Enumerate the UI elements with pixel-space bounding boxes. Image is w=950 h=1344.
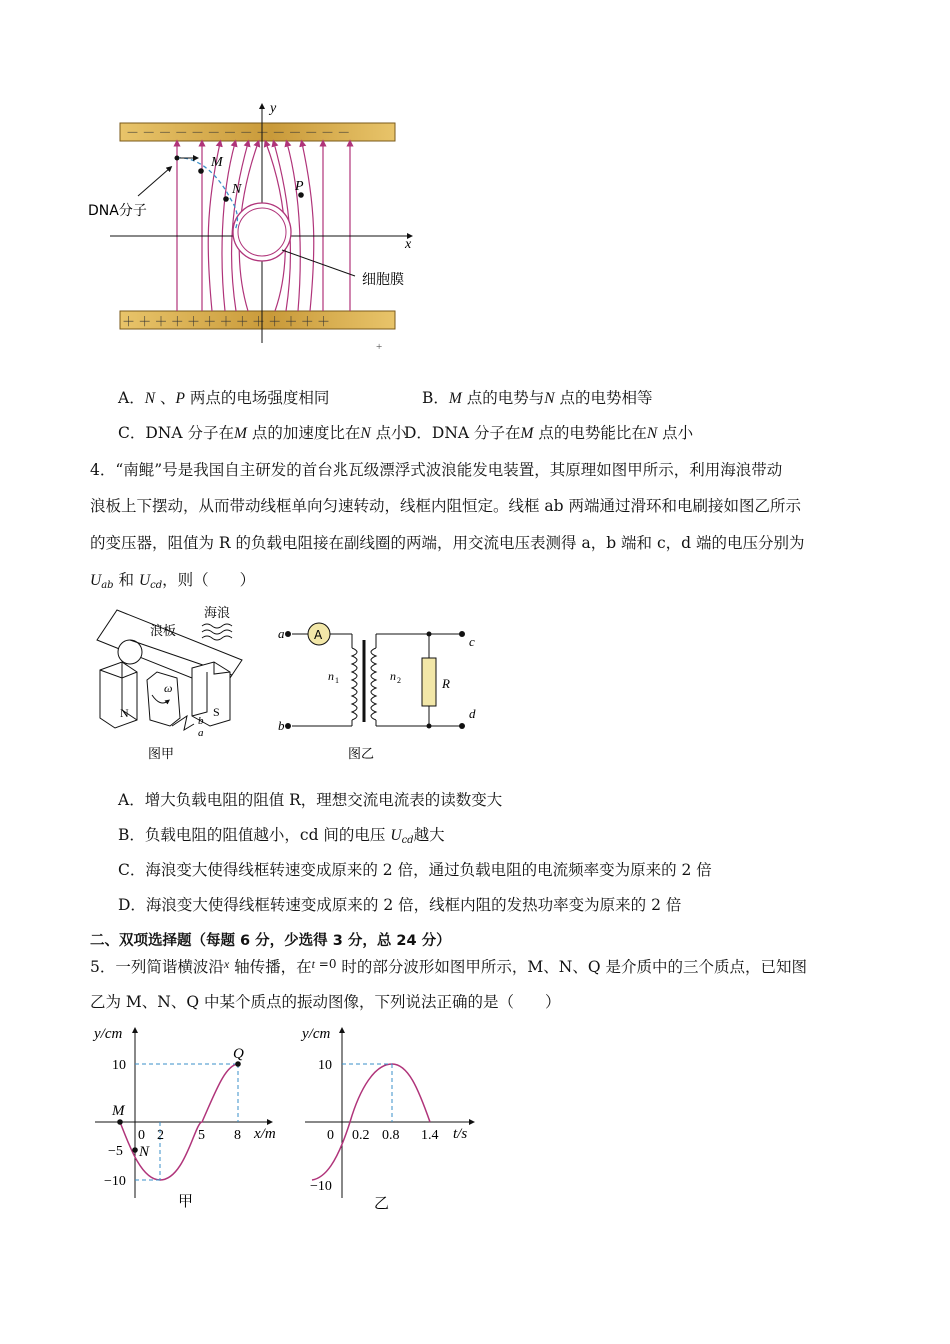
svg-text:N: N xyxy=(120,706,129,720)
membrane-label: 细胞膜 xyxy=(362,272,404,288)
dna-trajectory xyxy=(177,158,237,230)
q4-option-d: D．海浪变大使得线框转速变成原来的 2 倍，线框内阻的发热功率变为原来的 2 倍 xyxy=(118,896,682,914)
point-N-label: N xyxy=(232,182,242,197)
q3-option-c: C．DNA 分子在M 点的加速度比在N 点小 xyxy=(118,424,407,442)
svg-text:浪板: 浪板 xyxy=(150,624,177,639)
svg-text:10: 10 xyxy=(112,1058,126,1073)
svg-text:0.8: 0.8 xyxy=(382,1128,400,1143)
vibration-graph-yi xyxy=(300,1018,480,1218)
svg-text:0: 0 xyxy=(138,1128,145,1143)
svg-text:10: 10 xyxy=(318,1058,332,1073)
svg-text:n: n xyxy=(328,669,334,683)
svg-text:Q: Q xyxy=(233,1046,244,1062)
svg-text:S: S xyxy=(213,705,220,719)
svg-text:d: d xyxy=(469,706,476,721)
svg-text:x/m: x/m xyxy=(254,1126,276,1142)
svg-text:2: 2 xyxy=(157,1128,164,1143)
q4-line-3: 的变压器，阻值为 R 的负载电阻接在副线圈的两端，用交流电压表测得 a，b 端和 c，d 端的电压分别为 xyxy=(90,534,805,552)
q4-option-a: A．增大负载电阻的阻值 R，理想交流电流表的读数变大 xyxy=(118,791,503,809)
stray-plus: + xyxy=(376,341,383,353)
wave-jia-caption: 甲 xyxy=(178,1192,194,1210)
wave-yi-caption: 乙 xyxy=(374,1194,390,1212)
svg-text:c: c xyxy=(469,634,475,649)
svg-text:A: A xyxy=(314,628,323,642)
svg-text:0: 0 xyxy=(327,1128,334,1143)
svg-text:0.2: 0.2 xyxy=(352,1128,370,1143)
y-axis-label: y xyxy=(270,101,277,116)
q5-line-1: 5．一列简谐横波沿$^x$ 轴传播，在$^t$ $^{=0}$ 时的部分波形如图甲所示，M、N、Q 是介质中的三个质点，已知图 xyxy=(90,957,807,976)
svg-text:b: b xyxy=(278,718,285,733)
resistor-r xyxy=(422,658,436,706)
svg-text:b: b xyxy=(198,715,204,727)
q4-option-b: B．负载电阻的阻值越小，cd 间的电压 $U_{cd}$越大 xyxy=(118,826,445,846)
svg-text:−5: −5 xyxy=(108,1144,123,1159)
q4-option-c: C．海浪变大使得线框转速变成原来的 2 倍，通过负载电阻的电流频率变为原来的 2 倍 xyxy=(118,861,712,879)
q3-option-a: A．N 、P 两点的电场强度相同 xyxy=(118,389,330,407)
svg-text:a: a xyxy=(278,626,285,641)
q3-option-d: D．DNA 分子在M 点的电势能比在N 点小 xyxy=(404,424,694,442)
q3-option-b: B．M 点的电势与N 点的电势相等 xyxy=(422,389,653,407)
transformer-figure xyxy=(272,618,492,766)
q4-line-4: $U_{ab}$ 和 $U_{cd}$，则（ ） xyxy=(90,571,256,591)
q4-line-1: 4．“南鲲”号是我国自主研发的首台兆瓦级漂浮式波浪能发电装置，其原理如图甲所示，利用海浪带动 xyxy=(90,461,783,479)
negative-signs: － － － － － － － － － － － － － － xyxy=(126,125,351,140)
svg-text:−10: −10 xyxy=(310,1179,332,1194)
fig-yi-caption: 图乙 xyxy=(348,747,375,762)
field-figure xyxy=(80,98,420,360)
point-P-label: P xyxy=(295,179,304,194)
svg-text:−10: −10 xyxy=(104,1174,126,1189)
svg-text:N: N xyxy=(139,1144,150,1160)
point-M-label: M xyxy=(211,155,223,170)
svg-text:y/cm: y/cm xyxy=(94,1026,123,1042)
positive-signs: ＋ ＋ ＋ ＋ ＋ ＋ ＋ ＋ ＋ ＋ ＋ ＋ ＋ xyxy=(122,314,331,329)
svg-text:1: 1 xyxy=(335,676,339,685)
q4-line-2: 浪板上下摆动，从而带动线框单向匀速转动，线框内阻恒定。线框 ab 两端通过滑环和电刷接如图乙所示 xyxy=(90,497,802,515)
q5-line-2: 乙为 M、N、Q 中某个质点的振动图像，下列说法正确的是（ ） xyxy=(90,993,561,1011)
dna-label: DNA分子 xyxy=(88,203,147,219)
svg-text:a: a xyxy=(198,727,204,739)
svg-text:海浪: 海浪 xyxy=(204,606,231,621)
wave-icon xyxy=(202,624,232,640)
fig-jia-caption: 图甲 xyxy=(148,747,175,762)
svg-text:2: 2 xyxy=(397,676,401,685)
svg-text:5: 5 xyxy=(198,1128,205,1143)
svg-text:8: 8 xyxy=(234,1128,241,1143)
svg-text:R: R xyxy=(442,676,450,691)
svg-text:n: n xyxy=(390,669,396,683)
cell-membrane xyxy=(233,203,291,261)
generator-figure xyxy=(92,600,252,765)
wave-graph-jia xyxy=(90,1018,290,1218)
svg-text:t/s: t/s xyxy=(453,1126,468,1142)
svg-text:y/cm: y/cm xyxy=(302,1026,331,1042)
svg-text:ω: ω xyxy=(164,681,173,695)
x-axis-label: x xyxy=(405,237,412,252)
section-2-heading: 二、双项选择题（每题 6 分，少选得 3 分，总 24 分） xyxy=(90,933,451,949)
svg-text:M: M xyxy=(112,1103,125,1119)
svg-text:1.4: 1.4 xyxy=(421,1128,439,1143)
